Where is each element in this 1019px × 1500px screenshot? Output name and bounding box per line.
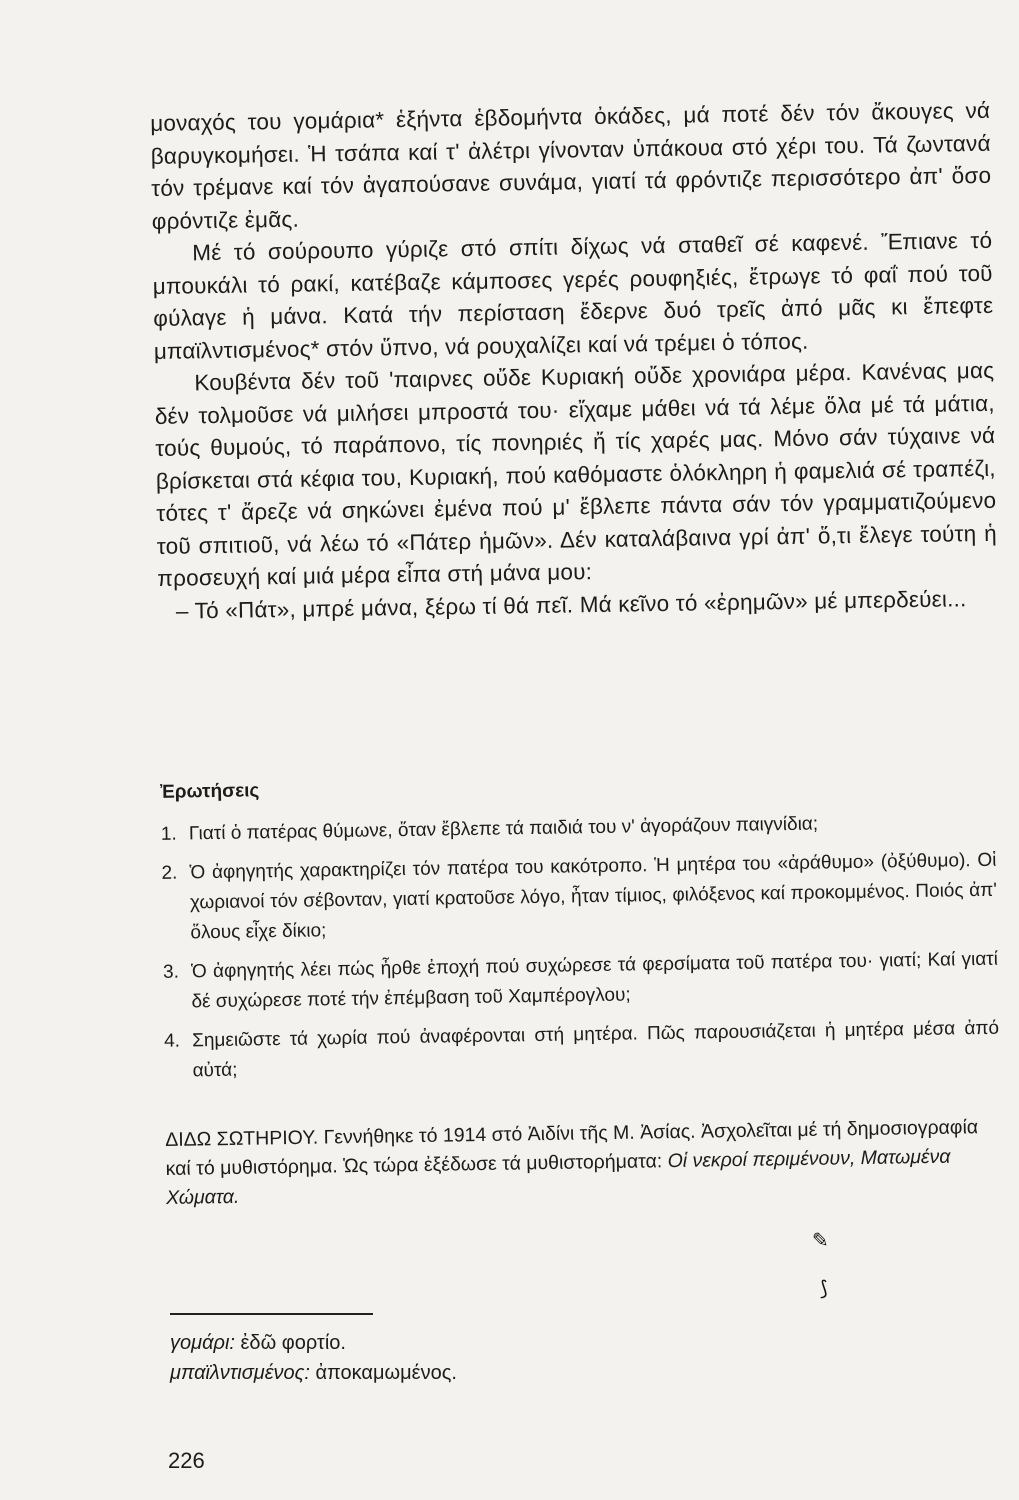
bio-text: ΔΙΔΩ ΣΩΤΗΡΙΟΥ. Γεννήθηκε τό 1914 στό Ἀιδίνι τῆς Μ. Ἀσίας. Ἀσχολεῖται μέ τή δημοσιογραφία καί τό μυθιστόρημα. Ὡς τώρα ἐξέδωσε τά μυθιστορήματα:: [165, 1116, 979, 1180]
question-text: Ὁ ἀφηγητής χαρακτηρίζει τόν πατέρα του κακότροπο. Ἡ μητέρα του «ἀράθυμο» (ὀξύθυμο). Οἱ χωριανοί τόν σέβονταν, γιατί κρατοῦσε λόγο, ἦταν τίμιος, φιλόξενος καί προκομμένος. Ποιός ἀπ' ὅλους εἶχε δίκιο;: [189, 849, 998, 944]
author-bio: [165, 1113, 1006, 1213]
dialog-line: – Τό «Πάτ», μπρέ μάνα, ξέρω τί θά πεῖ. Μά κεῖνο τό «ἐρημῶν» μέ μπερδεύει...: [175, 585, 967, 624]
question-number: 1.: [160, 823, 177, 845]
question-item: [151, 846, 997, 949]
question-item: [151, 807, 996, 850]
paragraph: μοναχός του γομάρια* ἑξήντα ἑβδομήντα ὀκάδες, μά ποτέ δέν τόν ἄκουγες νά βαρυγκομήσει. Ἡ τσάπα καί τ' ἀλέτρι γίνονταν ὑπάκουα στό χέρι του. Τά ζωντανά τόν τρέμανε καί τόν ἀγαπούσανε συνάμα, γιατί τά φρόντιζε περισσότερο ἀπ' ὅσο φρόντιζε ἐμᾶς.: [150, 97, 992, 234]
question-text: Σημειῶστε τά χωρία πού ἀναφέρονται στή μητέρα. Πῶς παρουσιάζεται ἡ μητέρα μέσα ἀπό αὐτά;: [191, 1017, 1000, 1082]
margin-mark-icon: ✎: [812, 1230, 829, 1252]
questions-heading: Ἐρωτήσεις: [160, 780, 260, 803]
question-item: [154, 1014, 1000, 1087]
question-item: [153, 945, 999, 1018]
margin-mark-icon: ⟆: [820, 1278, 828, 1300]
question-number: 4.: [163, 1030, 181, 1052]
paragraph: Μέ τό σούρουπο γύριζε στό σπίτι δίχως νά σταθεῖ σέ καφενέ. Ἔπιανε τό μπουκάλι τό ρακί, κατέβαζε κάμποσες γερές ρουφηξιές, ἔτρωγε τό φαΐ πού τοῦ φύλαγε ἡ μάνα. Κατά τήν περίσταση ἔδερνε δυό τρεῖς ἀπό μᾶς κι ἔπεφτε μπαϊλντισμένος* στόν ὕπνο, νά ρουχαλίζει καί νά τρέμει ὁ τόπος.: [152, 227, 994, 364]
footnote-definition: ἐδῶ φορτίο.: [240, 1332, 346, 1354]
page-number: 226: [168, 1448, 205, 1473]
question-number: 2.: [161, 862, 178, 884]
footnote-rule: [170, 1313, 373, 1315]
footnote-term: γομάρι:: [170, 1332, 235, 1354]
footnote: [170, 1358, 770, 1388]
story-text: [150, 95, 998, 628]
questions-section: [150, 765, 1000, 1096]
footnote-term: μπαϊλντισμένος:: [170, 1362, 310, 1384]
questions-list: [151, 807, 1000, 1087]
footnotes: [170, 1328, 770, 1388]
footnote: [170, 1328, 770, 1358]
paragraph: Κουβέντα δέν τοῦ 'παιρνες οὔδε Κυριακή οὔδε χρονιάρα μέρα. Κανένας μας δέν τολμοῦσε νά μιλήσει μπροστά του· εἴχαμε μάθει νά τά λέμε ὅλα μέ τά μάτια, τούς θυμούς, τό παράπονο, τίς πονηριές ἤ τίς χαρές μας. Μόνο σάν τύχαινε νά βρίσκεται στά κέφια του, Κυριακή, πού καθόμαστε ὁλόκληρη ἡ φαμελιά σέ τραπέζι, τότες τ' ἄρεζε νά σηκώνει ἐμένα πού μ' ἔβλεπε πάντα σάν τόν γραμματιζούμενο τοῦ σπιτιοῦ, νά λέω τό «Πάτερ ἡμῶν». Δέν καταλάβαινα γρί ἀπ' ὅ,τι ἔλεγε τούτη ἡ προσευχή καί μιά μέρα εἶπα στή μάνα μου:: [154, 357, 997, 591]
question-number: 3.: [162, 961, 180, 983]
footnote-definition: ἀποκαμωμένος.: [315, 1362, 457, 1384]
bio-works: Οἱ νεκροί περιμένουν, Ματωμένα Χώματα.: [165, 1145, 951, 1209]
question-text: Γιατί ὁ πατέρας θύμωνε, ὅταν ἔβλεπε τά παιδιά του ν' ἀγοράζουν παιγνίδια;: [188, 813, 819, 845]
question-text: Ὁ ἀφηγητής λέει πώς ἦρθε ἐποχή πού συχώρεσε τά φερσίματα τοῦ πατέρα του· γιατί; Καί γιατί δέ συχώρεσε ποτέ τήν ἐπέμβαση τοῦ Χαμπέρογλου;: [190, 948, 999, 1013]
